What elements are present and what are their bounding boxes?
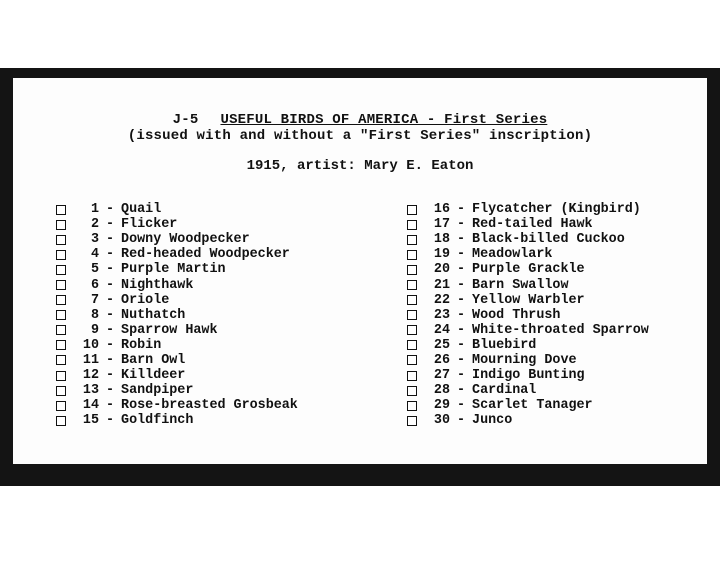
checklist-row: 3 - Downy Woodpecker bbox=[56, 232, 298, 247]
checkbox[interactable] bbox=[407, 416, 417, 426]
bird-name: Nuthatch bbox=[121, 307, 186, 323]
checklist-row: 13 - Sandpiper bbox=[56, 383, 298, 398]
checkbox[interactable] bbox=[56, 295, 66, 305]
checkbox[interactable] bbox=[407, 401, 417, 411]
bird-name: White-throated Sparrow bbox=[472, 322, 649, 338]
checklist-row: 11 - Barn Owl bbox=[56, 353, 298, 368]
checklist-row: 17 - Red-tailed Hawk bbox=[407, 217, 649, 232]
item-number: 14 bbox=[82, 398, 99, 414]
checklist-row: 27 - Indigo Bunting bbox=[407, 368, 649, 383]
checkbox[interactable] bbox=[407, 280, 417, 290]
bird-name: Mourning Dove bbox=[472, 352, 577, 368]
checkbox[interactable] bbox=[56, 250, 66, 260]
bird-name: Yellow Warbler bbox=[472, 292, 585, 308]
checkbox[interactable] bbox=[56, 355, 66, 365]
checkbox[interactable] bbox=[407, 371, 417, 381]
bird-name: Black-billed Cuckoo bbox=[472, 232, 625, 248]
checkbox[interactable] bbox=[407, 220, 417, 230]
item-number: 30 bbox=[433, 413, 450, 429]
bird-name: Bluebird bbox=[472, 337, 537, 353]
bird-name: Goldfinch bbox=[121, 413, 194, 429]
bird-name: Purple Martin bbox=[121, 262, 226, 278]
checkbox[interactable] bbox=[56, 265, 66, 275]
checkbox[interactable] bbox=[407, 295, 417, 305]
series-subtitle: (issued with and without a "First Series" inscription) bbox=[127, 128, 593, 144]
item-number: 20 bbox=[433, 262, 450, 278]
bird-name: Purple Grackle bbox=[472, 262, 585, 278]
checklist-row: 10 - Robin bbox=[56, 338, 298, 353]
item-number: 29 bbox=[433, 398, 450, 414]
title-line bbox=[0, 112, 720, 128]
item-number: 2 bbox=[90, 217, 99, 233]
checklist-row: 21 - Barn Swallow bbox=[407, 277, 649, 292]
checklist-row: 7 - Oriole bbox=[56, 293, 298, 308]
bird-name: Sandpiper bbox=[121, 383, 194, 399]
item-number: 18 bbox=[433, 232, 450, 248]
item-number: 11 bbox=[82, 352, 99, 368]
checkbox[interactable] bbox=[56, 220, 66, 230]
bird-name: Cardinal bbox=[472, 383, 537, 399]
checkbox[interactable] bbox=[407, 340, 417, 350]
year-artist-line: 1915, artist: Mary E. Eaton bbox=[246, 158, 474, 174]
item-number: 3 bbox=[90, 232, 99, 248]
bird-name: Sparrow Hawk bbox=[121, 322, 218, 338]
bird-name: Nighthawk bbox=[121, 277, 194, 293]
checklist-row: 2 - Flicker bbox=[56, 217, 298, 232]
checkbox[interactable] bbox=[407, 325, 417, 335]
checkbox[interactable] bbox=[56, 325, 66, 335]
series-code: J-5 bbox=[172, 112, 199, 128]
bird-name: Robin bbox=[121, 337, 162, 353]
bird-name: Meadowlark bbox=[472, 247, 553, 263]
checkbox[interactable] bbox=[407, 235, 417, 245]
checklist-row: 15 - Goldfinch bbox=[56, 413, 298, 428]
checklist-row: 12 - Killdeer bbox=[56, 368, 298, 383]
item-number: 16 bbox=[433, 202, 450, 218]
checkbox[interactable] bbox=[407, 250, 417, 260]
left-checklist-column bbox=[56, 202, 298, 428]
checkbox[interactable] bbox=[407, 265, 417, 275]
bird-name: Indigo Bunting bbox=[472, 368, 585, 384]
checkbox[interactable] bbox=[56, 371, 66, 381]
checkbox[interactable] bbox=[56, 386, 66, 396]
bird-name: Wood Thrush bbox=[472, 307, 561, 323]
item-number: 19 bbox=[433, 247, 450, 263]
checkbox[interactable] bbox=[407, 310, 417, 320]
bird-name: Rose-breasted Grosbeak bbox=[121, 398, 298, 414]
right-checklist-column bbox=[407, 202, 649, 428]
series-title: USEFUL BIRDS OF AMERICA - First Series bbox=[220, 112, 548, 128]
bird-name: Red-headed Woodpecker bbox=[121, 247, 290, 263]
checkbox[interactable] bbox=[407, 355, 417, 365]
item-number: 6 bbox=[90, 277, 99, 293]
checkbox[interactable] bbox=[407, 386, 417, 396]
bird-name: Junco bbox=[472, 413, 513, 429]
checklist-row: 20 - Purple Grackle bbox=[407, 262, 649, 277]
item-number: 7 bbox=[90, 292, 99, 308]
item-number: 25 bbox=[433, 337, 450, 353]
checklist-row: 26 - Mourning Dove bbox=[407, 353, 649, 368]
item-number: 5 bbox=[90, 262, 99, 278]
bird-name: Scarlet Tanager bbox=[472, 398, 593, 414]
checklist-row: 16 - Flycatcher (Kingbird) bbox=[407, 202, 649, 217]
checkbox[interactable] bbox=[56, 280, 66, 290]
item-number: 26 bbox=[433, 352, 450, 368]
checklist-row: 5 - Purple Martin bbox=[56, 262, 298, 277]
checklist-row: 24 - White-throated Sparrow bbox=[407, 323, 649, 338]
checklist-row: 29 - Scarlet Tanager bbox=[407, 398, 649, 413]
item-number: 21 bbox=[433, 277, 450, 293]
checklist-row: 28 - Cardinal bbox=[407, 383, 649, 398]
checkbox[interactable] bbox=[56, 416, 66, 426]
checklist-row: 4 - Red-headed Woodpecker bbox=[56, 247, 298, 262]
item-number: 22 bbox=[433, 292, 450, 308]
bird-name: Red-tailed Hawk bbox=[472, 217, 593, 233]
bird-name: Oriole bbox=[121, 292, 170, 308]
checklist-row: 19 - Meadowlark bbox=[407, 247, 649, 262]
checkbox[interactable] bbox=[56, 401, 66, 411]
checkbox[interactable] bbox=[56, 310, 66, 320]
bird-name: Flycatcher (Kingbird) bbox=[472, 202, 641, 218]
checklist-row: 18 - Black-billed Cuckoo bbox=[407, 232, 649, 247]
item-number: 4 bbox=[90, 247, 99, 263]
item-number: 24 bbox=[433, 322, 450, 338]
item-number: 9 bbox=[90, 322, 99, 338]
checkbox[interactable] bbox=[56, 340, 66, 350]
checklist-row: 23 - Wood Thrush bbox=[407, 308, 649, 323]
item-number: 28 bbox=[433, 383, 450, 399]
checklist-row: 22 - Yellow Warbler bbox=[407, 293, 649, 308]
item-number: 8 bbox=[90, 307, 99, 323]
item-number: 12 bbox=[82, 368, 99, 384]
item-number: 15 bbox=[82, 413, 99, 429]
item-number: 23 bbox=[433, 307, 450, 323]
bird-name: Barn Swallow bbox=[472, 277, 569, 293]
item-number: 27 bbox=[433, 368, 450, 384]
checklist-row: 30 - Junco bbox=[407, 413, 649, 428]
checklist-row: 9 - Sparrow Hawk bbox=[56, 323, 298, 338]
bird-name: Flicker bbox=[121, 217, 178, 233]
checklist-row: 6 - Nighthawk bbox=[56, 277, 298, 292]
checkbox[interactable] bbox=[56, 205, 66, 215]
bird-name: Killdeer bbox=[121, 368, 186, 384]
checklist-row: 25 - Bluebird bbox=[407, 338, 649, 353]
checklist-row: 8 - Nuthatch bbox=[56, 308, 298, 323]
bird-name: Quail bbox=[121, 202, 162, 218]
item-number: 17 bbox=[433, 217, 450, 233]
item-number: 13 bbox=[82, 383, 99, 399]
item-number: 1 bbox=[90, 202, 99, 218]
checklist-row: 1 - Quail bbox=[56, 202, 298, 217]
item-number: 10 bbox=[82, 337, 99, 353]
checkbox[interactable] bbox=[56, 235, 66, 245]
checklist-row: 14 - Rose-breasted Grosbeak bbox=[56, 398, 298, 413]
bird-name: Downy Woodpecker bbox=[121, 232, 250, 248]
checkbox[interactable] bbox=[407, 205, 417, 215]
bird-name: Barn Owl bbox=[121, 352, 186, 368]
